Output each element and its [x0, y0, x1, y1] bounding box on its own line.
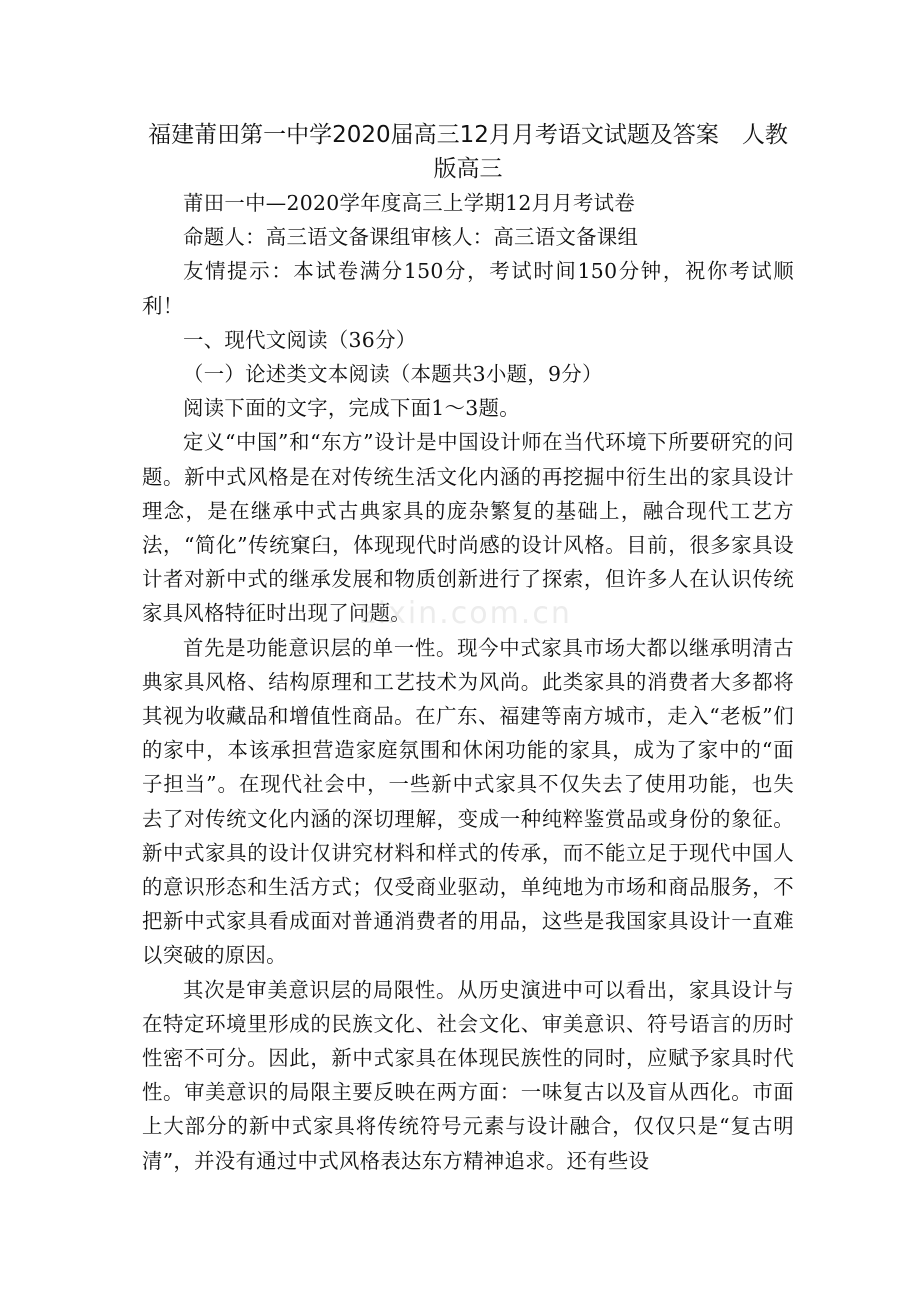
- document-title: 福建莆田第一中学2020届高三12月月考语文试题及答案 人教版高三: [148, 122, 788, 182]
- watermark-logo: zixin.com.cn: [360, 596, 572, 631]
- exam-header-line: 莆田一中—2020学年度高三上学期12月月考试卷: [183, 191, 636, 215]
- body-paragraph: 首先是功能意识层的单一性。现今中式家具市场大都以继承明清古典家具风格、结构原理和工艺技术为风尚。此类家具的消费者大多都将其视为收藏品和增值性商品。在广东、福建等南方城市，走入“老板”们的家中，本该承担营造家庭氛围和休闲功能的家具，成为了家中的“面子担当”。在现代社会中，一些新中式家具不仅失去了使用功能，也失去了对传统文化内涵的深切理解，变成一种纯粹鉴赏品或身份的象征。新中式家具的设计仅讲究材料和样式的传承，而不能立足于现代中国人的意识形态和生活方式；仅受商业驱动，单纯地为市场和商品服务，不把新中式家具看成面对普通消费者的用品，这些是我国家具设计一直难以突破的原因。: [142, 635, 794, 968]
- subsection-heading: （一）论述类文本阅读（本题共3小题，9分）: [183, 362, 603, 387]
- exam-tip-line: 友情提示：本试卷满分150分，考试时间150分钟，祝你考试顺利！: [142, 259, 794, 318]
- body-paragraph: 其次是审美意识层的局限性。从历史演进中可以看出，家具设计与在特定环境里形成的民族文化、社会文化、审美意识、符号语言的历时性密不可分。因此，新中式家具在体现民族性的同时，应赋予家具时代性。审美意识的局限主要反映在两方面：一味复古以及盲从西化。市面上大部分的新中式家具将传统符号元素与设计融合，仅仅只是“复古明清”，并没有通过中式风格表达东方精神追求。还有些设: [142, 977, 794, 1173]
- body-paragraph: 定义“中国”和“东方”设计是中国设计师在当代环境下所要研究的问题。新中式风格是在对传统生活文化内涵的再挖掘中衍生出的家具设计理念，是在继承中式古典家具的庞杂繁复的基础上，融合现代工艺方法，“简化”传统窠臼，体现现代时尚感的设计风格。目前，很多家具设计者对新中式的继承发展和物质创新进行了探索，但许多人在认识传统家具风格特征时出现了问题。: [142, 430, 794, 626]
- document-page: [142, 112, 794, 1178]
- exam-authors-line: 命题人：高三语文备课组审核人：高三语文备课组: [183, 225, 639, 250]
- reading-instruction: 阅读下面的文字，完成下面1～3题。: [183, 396, 520, 421]
- section-heading: 一、现代文阅读（36分）: [183, 327, 417, 352]
